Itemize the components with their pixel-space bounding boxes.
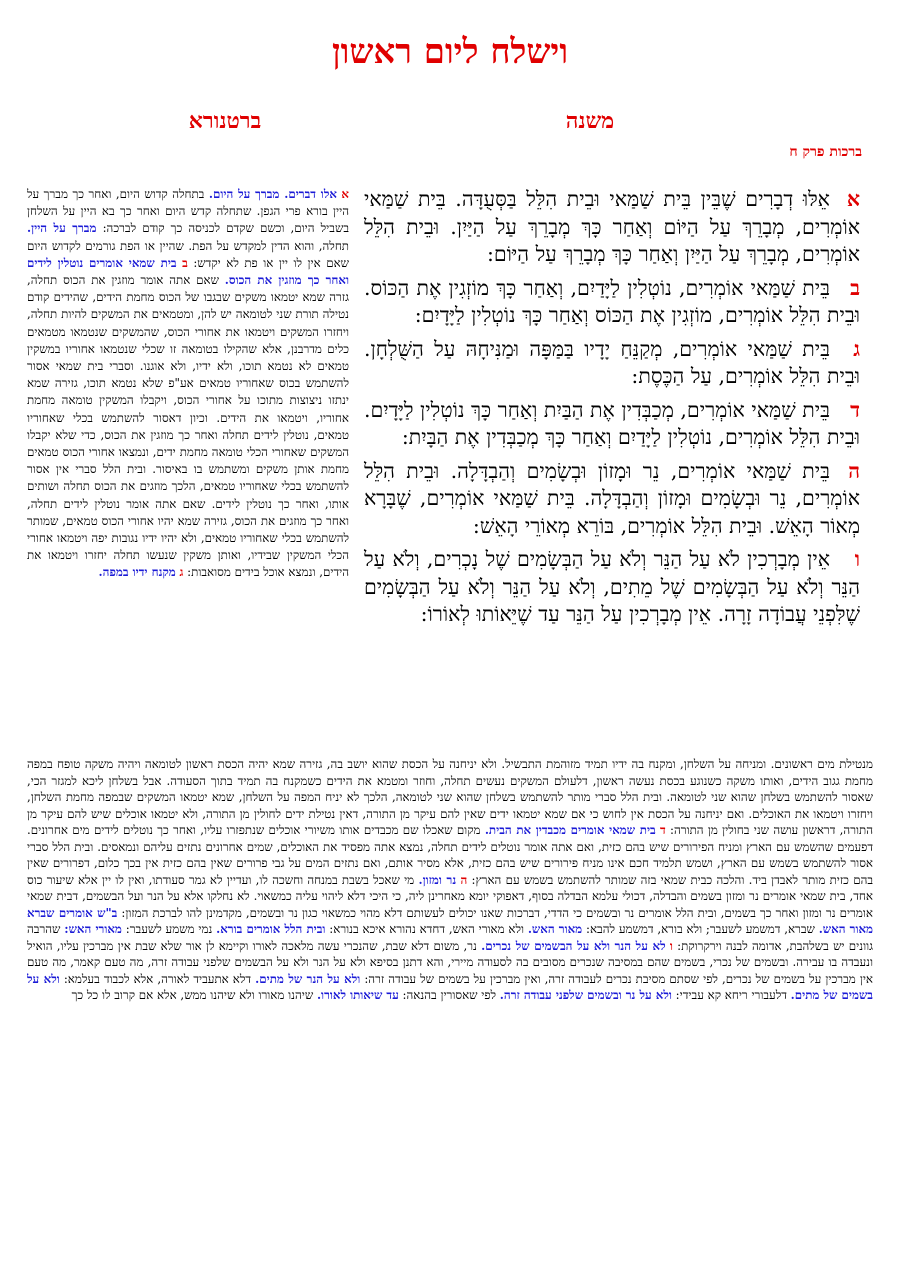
dibur-hamatchil: לא על הנר ולא על הבשמים של נכרים. <box>481 938 666 953</box>
bartenura-commentary <box>27 186 349 752</box>
mishnah-body: אֵין מְבָרְכִין לֹא עַל הַנֵּר וְלֹא עַל הַבְּשָׂמִים שֶׁל נָכְרִים, וְלֹא עַל הַנֵּר וְלֹא עַל הַבְּשָׂמִים שֶׁל מֵתִים, וְלֹא עַל הַנֵּר וְלֹא עַל הַבְּשָׂמִים שֶׁלִּפְנֵי עֲבוֹדָה זָרָה. אֵין מְבָרְכִין עַל הַנֵּר עַד שֶׁיֵּאוֹתוּ לְאוֹרוֹ: <box>364 547 860 626</box>
commentary-letter: ד <box>660 823 666 837</box>
commentary-text: מנטילת מים ראשונים. ומניחה על השלחן, ומקנח בה ידיו תמיד מזוהמת התבשיל. ולא יניחנה על הכסת שהוא יושב בה, גזירה שמא יהיה הכסת ראשון לטומאה ויהיה משקה טופח במפה מחמת גגוב הידים, ואותו משקה כשנוגע בכסת נעשה ראשון, דלעולם המשקים נעשים תחלה, וחוזר ומטמא את הידים כשמקנח בה תמיד בתוך הסעודה. אבל בשלחן ליכא למגזר הכי, שאסור להשתמש בשלחן שהוא שני לטומאה. ובית הלל סברי מותר להשתמש בשלחן שהוא שני לטומאה, הלכך לא יניח המפה על השלחן, שמא יטמאו המשקים שבמפה מחמת השלחן, ויחזרו ויטמאו את האוכלים. ואם יניחנה על הכסת אין לחוש כי אם שמא יטמאו ידים שאין להם עיקר מן התורה, דאין נטילת ידים לחולין מן התורה, ולא יטמאו אוכלים שיש להם עיקר מן התורה, דראשון עושה שני בחולין מן התורה: <box>27 757 873 837</box>
mishnah-heading: משנה <box>565 108 615 134</box>
chapter-reference: ברכות פרק ח <box>789 144 862 160</box>
mishnah-text <box>364 186 860 635</box>
dibur-hamatchil: אלו דברים. מברך על היום. <box>208 187 337 201</box>
commentary-text: מקום שאכלו שם מכבדים אותו משיורי אוכלים שנתפזרו עליו, ואחר כך נוטלים לידים מים אחרונים. דפעמים שהשמש עם הארץ ומניח הפירורים שיש בהם כזית, ואם אתה אומר נוטלים לידים תחלה, נמצא אתה מפסיד את האוכלים, שמים אחרונים נתזים עליהם ונמאסים. ובית הלל סברי אסור להשתמש בשמש עם הארץ, ושמש תלמיד חכם אינו מניח פירורים שיש בהם כזית, אלא מסיר אותם, ואם נתזים המים על גבי פרורים שאין בהם כזית אין בכך כלום, דפרורים שאין בהם כזית מותר לאבדן ביד. והלכה כבית שמאי בזה שמותר להשתמש בשמש עם הארץ: <box>27 823 873 887</box>
dibur-hamatchil: בית שמאי אומרים נוטלין לידים ואחר כך מוזגין את הכוס. <box>27 255 349 288</box>
mishnah-paragraph <box>364 336 860 391</box>
page-title: וישלח ליום ראשון <box>331 32 569 72</box>
mishnah-body: בֵּית שַׁמַּאי אוֹמְרִים, מְכַבְּדִין אֶת הַבַּיִת וְאַחַר כָּךְ נוֹטְלִין לַיָּדָיִם. וּבֵית הִלֵּל אוֹמְרִים, נוֹטְלִין לַיָּדַיִם וְאַחַר כָּךְ מְכַבְּדִין אֶת הַבָּיִת: <box>364 397 860 449</box>
dibur-hamatchil: נר ומזון. <box>418 872 457 887</box>
mishnah-letter: ב <box>850 275 860 300</box>
commentary-letter: א <box>341 187 349 201</box>
mishnah-paragraph <box>364 458 860 541</box>
commentary-text: שהרבה גוונים יש בשלהבת, אדומה לבנה וירקרוקת: <box>27 922 873 953</box>
mishnah-paragraph <box>364 397 860 452</box>
mishnah-letter: ד <box>850 397 860 422</box>
mishnah-paragraph <box>364 186 860 269</box>
mishnah-body: בֵּית שַׁמַּאי אוֹמְרִים, נֵר וּמָזוֹן וּבְשָׂמִים וְהַבְדָּלָה. וּבֵית הִלֵּל אוֹמְרִים, נֵר וּבְשָׂמִים וּמָזוֹן וְהַבְדָּלָה. בֵּית שַׁמַּאי אוֹמְרִים, שֶׁבָּרָא מְאוֹר הָאֵשׁ. וּבֵית הִלֵּל אוֹמְרִים, בּוֹרֵא מְאוֹרֵי הָאֵשׁ: <box>364 458 860 538</box>
dibur-hamatchil: ב"ש אומרים שברא מאור האש. <box>27 905 873 936</box>
commentary-text: שאם אתה אומר מוזגין את הכוס תחלה, גזרה שמא יטמאו משקים שבגבו של הכוס מחמת הידים, שהידים קודם נטילה תורת שני לטומאה יש להן, ומטמאים את המשקים להיות תחלה, ויחזרו המשקים ויטמאו את אחורי הכוס, שהמשקים שנטמאו מטמאים כלים מדרבנן, אלא שהקילו בטומאה זו שכלי שנטמאו אחוריו במשקין טמאים לא נטמא תוכו, ולא ידיו, ולא אוגנו. וסברי בית שמאי אסור להשתמש בכוס שאחוריו טמאים אע"פ שלא נטמא תוכו, גזירה שמא ינתזו ניצוצות מתוכו על אחורי הכוס, ויקבלו המשקין טומאה מחמת אחוריו, ויטמאו את הידים. וכיון דאסור להשתמש בכלי שאחוריו טמאים, נוטלין לידים תחלה ואחר כך מוזגין את הכוס, כדי שלא יקבלו המשקים שאחורי הכלי טומאה מחמת ידים, ונמצאו אחורי הכוס טמאים מחמת אותן משקים ומשתמש בו באיסור. ובית הלל סברי אין אסור להשתמש בכלי שאחוריו טמאים, הלכך מוזגים את הכוס תחלה ושותים אותו, ואחר כך נוטלין לידים. שאם אתה אומר נוטלין לידים תחלה, ואחר כך מוזגים את הכוס, גזירה שמא יהיו אחורי הכוס טמאים, שמותר להשתמש בכלי שאחוריו טמאים, ולא יהיו ידיו נגובות יפה ויטמאו אחורי הכלי המשקין שבידיו, ואותן משקין שנעשו תחלה יחזרו ויטמאו את הידים, ונמצא אוכל בידים מסואבות: <box>27 273 349 580</box>
mishnah-letter: ו <box>854 547 860 571</box>
commentary-letter: ג <box>179 565 184 580</box>
commentary-text: ולא מאורי האש, דחדא נהורא איכא בנורא: <box>329 922 524 936</box>
commentary-text: בתחלה קדוש היום, ואחר כך מברך על היין בורא פרי הגפן. שתחלה קדש היום ואחר כך בא היין על השלחן בשביל היום, וכשם שקדם לכניסה כך קודם לברכה: <box>27 187 349 236</box>
mishnah-letter: ג <box>853 336 860 361</box>
dibur-hamatchil: מאורי האש: <box>64 922 122 936</box>
dibur-hamatchil: מאור האש. <box>527 922 583 936</box>
mishnah-body: בֵּית שַׁמַּאי אוֹמְרִים, נוֹטְלִין לַיָּדַיִם, וְאַחַר כָּךְ מוֹזְגִין אֶת הַכּוֹס. וּבֵית הִלֵּל אוֹמְרִים, מוֹזְגִין אֶת הַכּוֹס וְאַחַר כָּךְ נוֹטְלִין לַיָּדָיִם: <box>364 275 860 327</box>
commentary-text: דלעבורי ריחא קא עבידי: <box>675 988 787 1002</box>
mishnah-letter: א <box>846 187 860 211</box>
mishnah-body: בֵּית שַׁמַּאי אוֹמְרִים, מְקַנֵּחַ יָדָיו בַּמַּפָּה וּמַנִּיחָהּ עַל הַשֻּׁלְחָן. וּבֵית הִלֵּל אוֹמְרִים, עַל הַכֶּסֶת: <box>364 336 860 388</box>
mishnah-paragraph <box>364 546 860 629</box>
commentary-text: שברא, דמשמע לשעבר; ולא בורא, דמשמע להבא: <box>586 922 815 936</box>
dibur-hamatchil: עד שיאותו לאורו. <box>316 988 399 1002</box>
commentary-continuation <box>27 756 873 1256</box>
mishnah-paragraph <box>364 275 860 330</box>
commentary-text: תחלה, והוא הדין למקדש על הפת. שהיין או הפת גורמים לקדוש היום שאם אין לו יין או פת לא יקדש: <box>27 238 349 270</box>
commentary-text: לפי שאסורין בהנאה: <box>402 988 497 1002</box>
commentary-letter: ו <box>669 938 673 953</box>
dibur-hamatchil: בית שמאי אומרים מכבדין את הבית. <box>484 823 656 837</box>
commentary-text: דלא אתעביד לאורה, אלא לכבוד בעלמא: <box>63 971 252 986</box>
commentary-letter: ה <box>460 872 468 887</box>
dibur-hamatchil: ובית הלל אומרים בורא. <box>216 922 326 936</box>
dibur-hamatchil: מברך על היין. <box>27 221 97 236</box>
commentary-text: שיהנו מאורו ולא שיהנו ממש, אלא אם קרוב לו כל כך <box>71 988 314 1002</box>
dibur-hamatchil: ולא על הנר של מתים. <box>255 971 361 986</box>
commentary-text: נר, משום דלא שבת, שהנכרי עשה מלאכה לאורו וקיימא לן אור שלא שבת אין מברכין עליו, הואיל ונעבדה בו עבירה. ובשמים של נכרי, בשמים שהם במסיבה שנכרים מסובים בה לסעודה מיירי, והא דתנן בסיפא ולא על הנר ולא על הבשמים שלפני עבודה זרה, מה טעם קאמר, מה טעם אין מברכין על בשמים של נכרים, לפי שסתם מסיבת נכרים לעבודה זרה, ואין מברכין על בשמים של עבודה זרה: <box>27 938 873 986</box>
mishnah-body: אֵלּוּ דְבָרִים שֶׁבֵּין בֵּית שַׁמַּאי וּבֵית הִלֵּל בַּסְּעֻדָּה. בֵּית שַׁמַּאי אוֹמְרִים, מְבָרֵךְ עַל הַיּוֹם וְאַחַר כָּךְ מְבָרֵךְ עַל הַיַּיִן. וּבֵית הִלֵּל אוֹמְרִים, מְבָרֵךְ עַל הַיַּיִן וְאַחַר כָּךְ מְבָרֵךְ עַל הַיּוֹם: <box>364 187 860 266</box>
dibur-hamatchil: מקנח ידיו במפה. <box>98 565 176 580</box>
dibur-hamatchil: ולא על נר ובשמים שלפני עבודה זרה. <box>499 988 672 1002</box>
commentary-text: מי שאכל בשבת במנחה וחשכה לו, ועדיין לא גמר סעודתו, ואין לו יין אלא שיעור כוס אחד, בית שמאי אומרים נר ומזון בשמים והבדלה, דכולי עלמא הבדלה בסוף, דאפוקי יומא מאחרינן ליה, כי היכי דלא ליהוי עליה כמשאוי. לא נחלקו אלא על הנר ועל הבשמים, דבית שמאי אומרים נר ומזון ואחר כך בשמים, ובית הלל אומרים נר ובשמים כי הדדי, דברכות שאנו יכולים לעשותם דלא מהוי כמשאוי כגון נר ובשמים, מקדמינן להו לברכת המזון: <box>27 872 873 920</box>
commentary-text: נמי משמע לשעבר: <box>125 922 213 936</box>
mishnah-letter: ה <box>848 458 860 483</box>
dibur-hamatchil: ולא על בשמים של מתים. <box>27 971 873 1002</box>
bartenura-heading: ברטנורא <box>188 108 262 134</box>
commentary-letter: ב <box>182 255 188 270</box>
